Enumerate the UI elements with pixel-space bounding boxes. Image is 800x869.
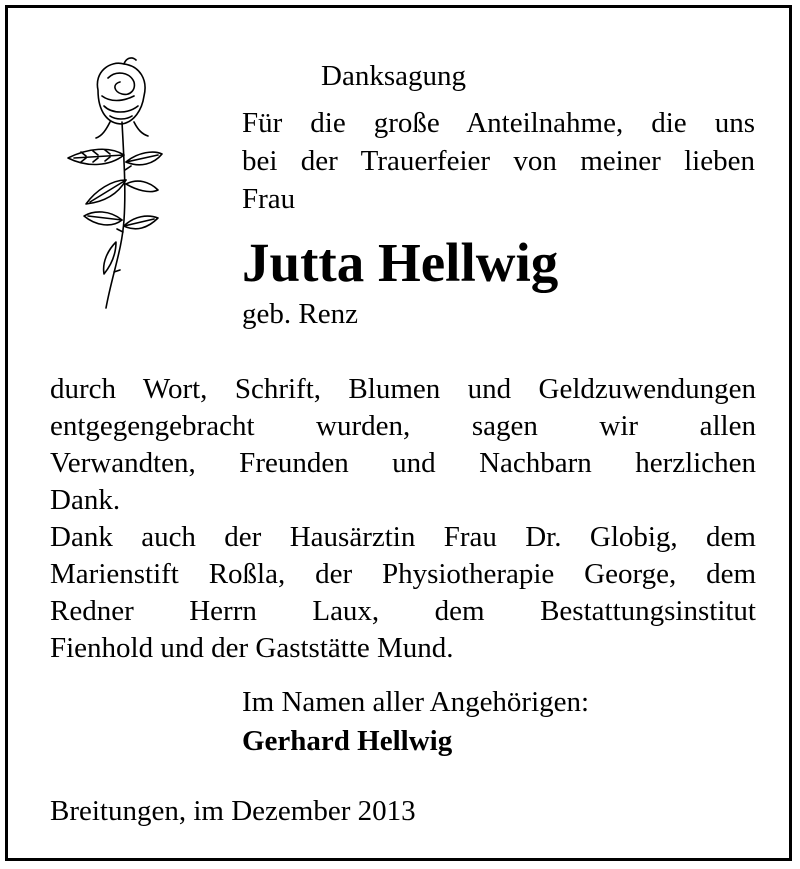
body-line: durch Wort, Schrift, Blumen und Geldzuwendungen [50, 373, 756, 405]
body-line: entgegengebracht wurden, sagen wir allen [50, 410, 756, 442]
heading: Danksagung [321, 60, 466, 92]
place-date: Breitungen, im Dezember 2013 [50, 795, 416, 827]
intro-line: Für die große Anteilnahme, die uns [242, 107, 755, 139]
body-line: Redner Herrn Laux, dem Bestattungsinstitut [50, 595, 756, 627]
body-line: Verwandten, Freunden und Nachbarn herzlichen [50, 447, 756, 479]
body-line: Dank auch der Hausärztin Frau Dr. Globig, dem [50, 521, 756, 553]
deceased-name: Jutta Hellwig [242, 232, 559, 293]
closing-line: Im Namen aller Angehörigen: [242, 686, 590, 718]
intro-line: bei der Trauerfeier von meiner lieben [242, 145, 755, 177]
body-line: Fienhold und der Gaststätte Mund. [50, 632, 454, 664]
birth-name: geb. Renz [242, 298, 358, 330]
intro-line: Frau [242, 183, 296, 215]
signer-name: Gerhard Hellwig [242, 725, 453, 757]
body-line: Marienstift Roßla, der Physiotherapie George, dem [50, 558, 756, 590]
rose-icon [50, 50, 168, 326]
obituary-notice [5, 5, 792, 861]
body-line: Dank. [50, 484, 121, 516]
